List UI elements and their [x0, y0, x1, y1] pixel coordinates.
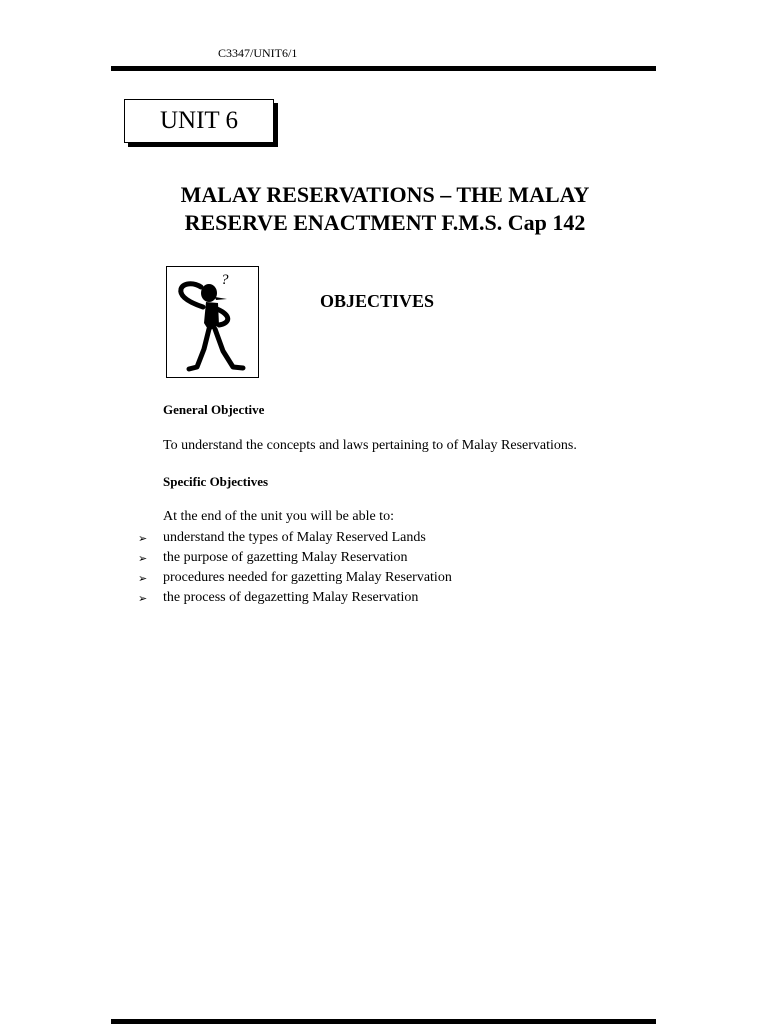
question-mark-glyph: ?	[221, 272, 229, 288]
unit-title	[130, 181, 640, 237]
arrow-bullet-icon: ➢	[138, 531, 148, 545]
objectives-heading: OBJECTIVES	[320, 291, 435, 311]
list-item	[138, 568, 452, 588]
general-objective-text: To understand the concepts and laws pertaining to of Malay Reservations.	[163, 438, 577, 453]
list-item-text: the process of degazetting Malay Reservation	[163, 590, 419, 605]
arrow-bullet-icon: ➢	[138, 551, 148, 565]
list-item-text: the purpose of gazetting Malay Reservation	[163, 550, 408, 565]
list-item	[138, 548, 452, 568]
arrow-bullet-icon: ➢	[138, 571, 148, 585]
document-code: C3347/UNIT6/1	[218, 46, 298, 60]
unit-title-line-2: RESERVE ENACTMENT F.M.S. Cap 142	[184, 210, 586, 235]
specific-objectives-intro: At the end of the unit you will be able to:	[163, 509, 394, 524]
list-item-text: understand the types of Malay Reserved Lands	[163, 530, 426, 545]
unit-label: UNIT 6	[124, 99, 274, 143]
bottom-rule	[111, 1019, 656, 1024]
unit-title-line-1: MALAY RESERVATIONS – THE MALAY	[180, 182, 590, 207]
top-rule	[111, 66, 656, 71]
specific-objectives-list	[138, 528, 452, 608]
list-item	[138, 588, 452, 608]
list-item-text: procedures needed for gazetting Malay Reservation	[163, 570, 452, 585]
list-item	[138, 528, 452, 548]
thinking-person-icon	[166, 266, 259, 378]
specific-objectives-heading: Specific Objectives	[163, 474, 269, 489]
general-objective-heading: General Objective	[163, 402, 265, 417]
arrow-bullet-icon: ➢	[138, 591, 148, 605]
